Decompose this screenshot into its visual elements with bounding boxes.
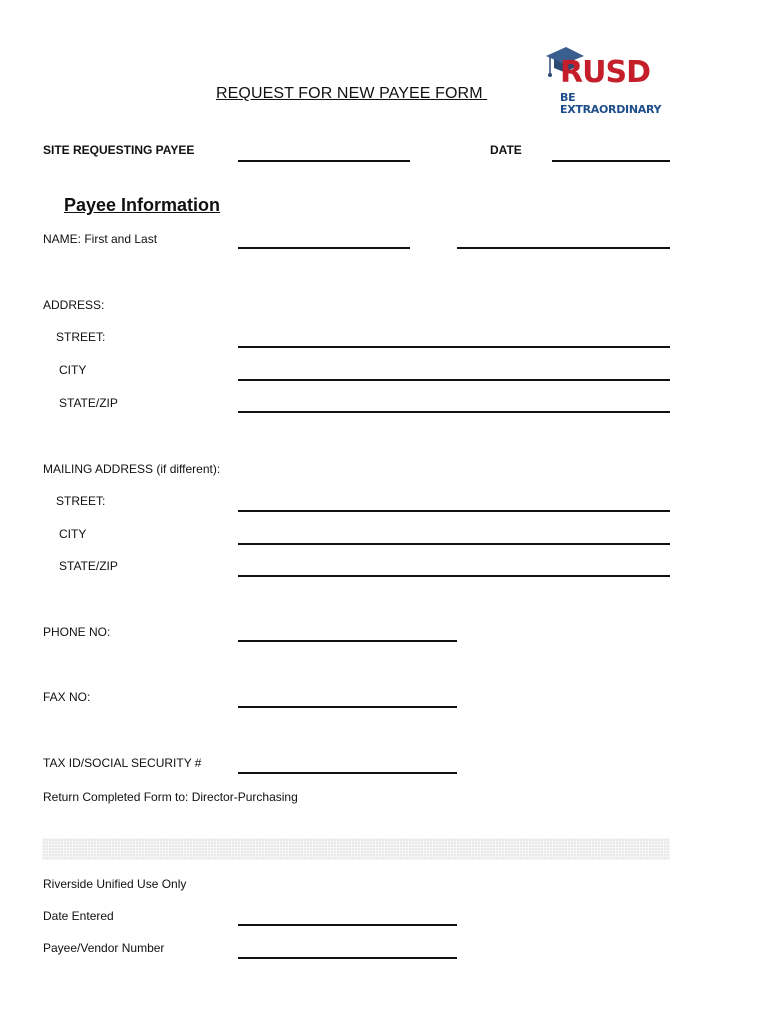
state-zip-label: STATE/ZIP [59,396,118,410]
vendor-number-field[interactable] [238,957,457,959]
logo-text: RUSD [560,55,650,90]
mailing-street-label: STREET: [56,494,106,508]
mailing-city-field[interactable] [238,543,670,545]
mailing-state-zip-label: STATE/ZIP [59,559,118,573]
section-heading-payee-information: Payee Information [64,195,221,215]
street-field[interactable] [238,346,670,348]
date-entered-field[interactable] [238,924,457,926]
logo-tagline: BE EXTRAORDINARY [560,91,662,116]
office-use-heading: Riverside Unified Use Only [43,877,187,891]
mailing-street-field[interactable] [238,510,670,512]
mailing-city-label: CITY [59,527,87,541]
divider-band [42,838,670,860]
tax-id-label: TAX ID/SOCIAL SECURITY # [43,756,202,770]
vendor-number-label: Payee/Vendor Number [43,941,165,955]
city-field[interactable] [238,379,670,381]
mailing-state-zip-field[interactable] [238,575,670,577]
mailing-address-label: MAILING ADDRESS (if different): [43,462,221,476]
return-instructions: Return Completed Form to: Director-Purchasing [43,790,298,804]
first-name-field[interactable] [238,247,410,249]
site-requesting-payee-field[interactable] [238,160,410,162]
tax-id-field[interactable] [238,772,457,774]
rusd-logo [540,44,670,116]
last-name-field[interactable] [457,247,670,249]
date-field[interactable] [552,160,670,162]
date-entered-label: Date Entered [43,909,114,923]
name-label: NAME: First and Last [43,232,158,246]
address-label: ADDRESS: [43,298,105,312]
state-zip-field[interactable] [238,411,670,413]
city-label: CITY [59,363,87,377]
phone-label: PHONE NO: [43,625,111,639]
form-title: REQUEST FOR NEW PAYEE FORM [216,85,488,102]
fax-field[interactable] [238,706,457,708]
site-requesting-payee-label: SITE REQUESTING PAYEE [43,143,195,157]
date-label: DATE [490,143,522,157]
fax-label: FAX NO: [43,690,91,704]
street-label: STREET: [56,330,106,344]
phone-field[interactable] [238,640,457,642]
